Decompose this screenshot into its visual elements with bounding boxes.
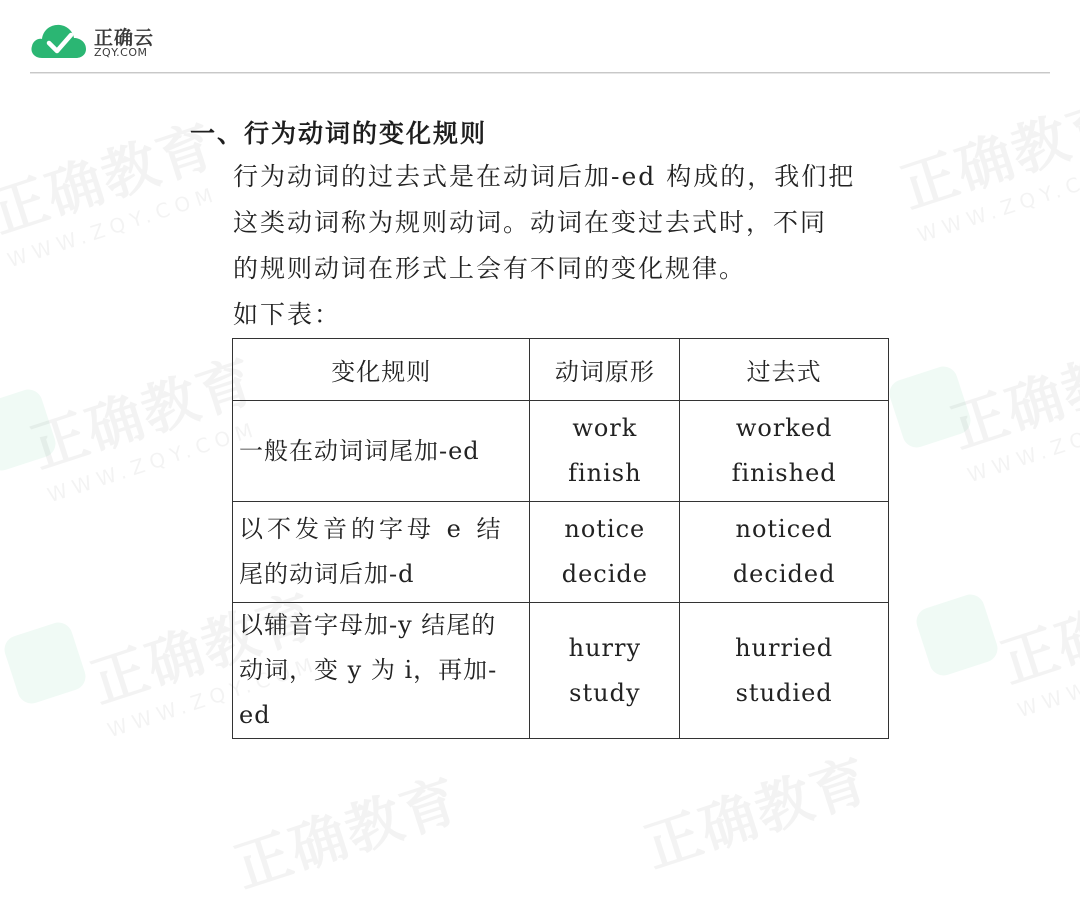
watermark-logo-mark: [0, 386, 59, 474]
rule-text-line: 尾的动词后加-d: [239, 560, 415, 588]
rule-text-line: 动词，变 y 为 i，再加-ed: [239, 656, 498, 729]
base-form-cell: [530, 502, 680, 603]
paragraph-line: 如下表：: [233, 300, 342, 329]
paragraph-line: 的规则动词在形式上会有不同的变化规律。: [233, 254, 747, 283]
column-header-base-form: 动词原形: [530, 339, 680, 401]
watermark-logo-mark: [913, 591, 1001, 679]
watermark: [223, 756, 468, 904]
column-header-past-tense: 过去式: [680, 339, 889, 401]
base-form-word: hurry: [568, 633, 642, 662]
rule-cell: [233, 502, 530, 603]
base-form-cell: [530, 603, 680, 739]
section-title: 一、行为动词的变化规则: [190, 119, 488, 148]
base-form-word: finish: [568, 459, 642, 487]
watermark: [890, 77, 1080, 248]
past-tense-word: decided: [732, 560, 836, 588]
rule-text-line: 以辅音字母加-y 结尾的: [239, 611, 497, 639]
past-tense-cell: [680, 603, 889, 739]
rule-text: 一般在动词词尾加-ed: [239, 436, 480, 465]
header-divider: [30, 72, 1050, 74]
table-row: [233, 603, 889, 739]
past-tense-word: finished: [731, 459, 837, 487]
rule-cell: [233, 401, 530, 502]
table-row: [233, 401, 889, 502]
intro-paragraph: [233, 154, 893, 338]
column-header-rule: 变化规则: [233, 339, 530, 401]
rule-cell: [233, 603, 530, 739]
base-form-word: study: [569, 678, 641, 707]
base-form-word: decide: [561, 560, 648, 588]
past-tense-cell: [680, 401, 889, 502]
base-form-word: notice: [564, 515, 646, 543]
base-form-cell: [530, 401, 680, 502]
regular-verb-rules-table: [232, 338, 889, 739]
past-tense-word: worked: [735, 414, 833, 442]
watermark-logo-mark: [1, 619, 89, 707]
table-row: [233, 502, 889, 603]
logo-name: 正确云: [94, 27, 155, 49]
table-header-row: [233, 339, 889, 401]
past-tense-word: studied: [735, 678, 833, 707]
watermark: [633, 736, 878, 884]
watermark-logo-mark: [886, 363, 974, 451]
watermark: [990, 552, 1080, 723]
logo-domain: ZQY.COM: [94, 46, 148, 59]
paragraph-line: 这类动词称为规则动词。动词在变过去式时，不同: [233, 208, 828, 237]
past-tense-word: noticed: [735, 515, 833, 543]
paragraph-line: 行为动词的过去式是在动词后加-ed 构成的，我们把: [233, 162, 856, 191]
past-tense-word: hurried: [735, 633, 834, 662]
past-tense-cell: [680, 502, 889, 603]
base-form-word: work: [572, 414, 638, 442]
brand-logo[interactable]: [30, 20, 170, 64]
rule-text-line: 以不发音的字母 e 结: [239, 515, 505, 543]
cloud-check-icon: [30, 22, 88, 60]
